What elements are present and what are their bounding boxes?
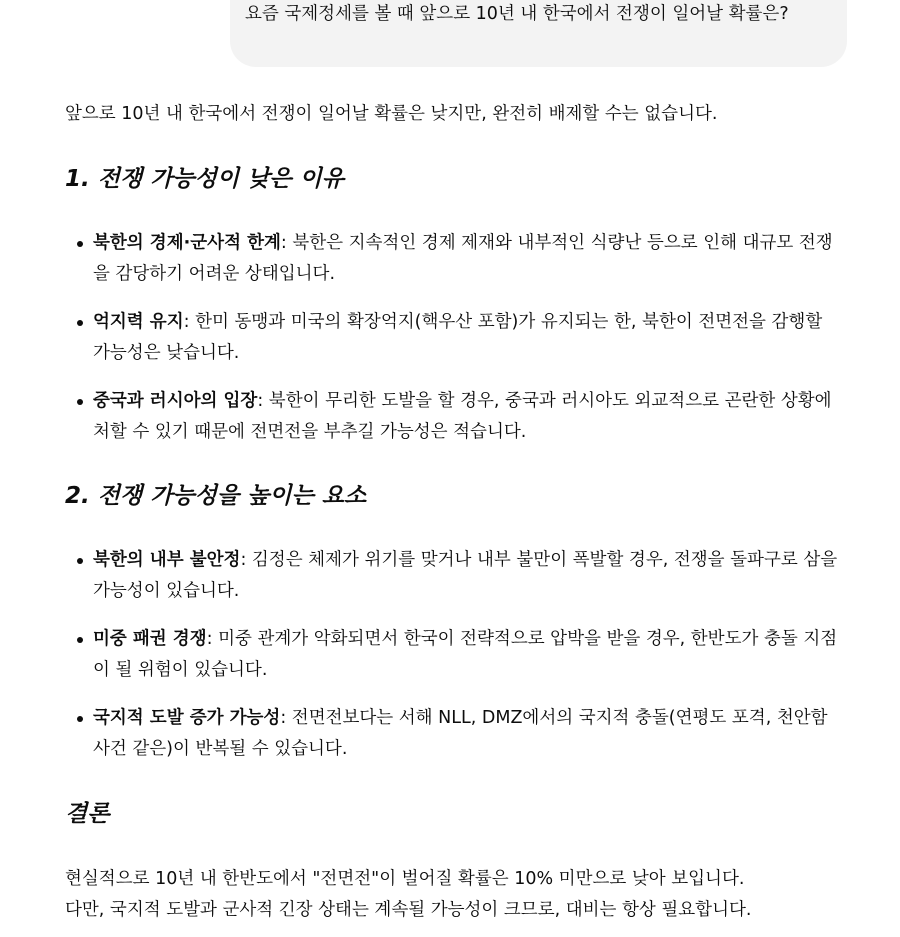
item-text: : 한미 동맹과 미국의 확장억지(핵우산 포함)가 유지되는 한, 북한이 전면전을 감행할 가능성은 낮습니다. <box>93 312 823 363</box>
conclusion-heading: 결론 <box>65 801 110 827</box>
item-text: : 미중 관계가 악화되면서 한국이 전략적으로 압박을 받을 경우, 한반도가 충돌 지점이 될 위험이 있습니다. <box>93 629 838 680</box>
list-item <box>93 545 840 607</box>
intro-paragraph: 앞으로 10년 내 한국에서 전쟁이 일어날 확률은 낮지만, 완전히 배제할 수는 없습니다. <box>65 104 718 124</box>
assistant-response <box>65 99 840 926</box>
user-message-bubble <box>230 0 847 67</box>
list-item <box>93 624 840 686</box>
section-heading: 2. 전쟁 가능성을 높이는 요소 <box>65 483 367 509</box>
list-item <box>93 386 840 448</box>
list-item <box>93 228 840 290</box>
item-text: : 김정은 체제가 위기를 맞거나 내부 불만이 폭발할 경우, 전쟁을 돌파구로 삼을 가능성이 있습니다. <box>93 550 838 601</box>
item-title: 북한의 경제·군사적 한계 <box>93 233 281 253</box>
item-text: : 북한은 지속적인 경제 제재와 내부적인 식량난 등으로 인해 대규모 전쟁을 감당하기 어려운 상태입니다. <box>93 233 833 284</box>
item-title: 국지적 도발 증가 가능성 <box>93 708 281 728</box>
item-title: 미중 패권 경쟁 <box>93 629 207 649</box>
list-item <box>93 703 840 765</box>
section-heading: 1. 전쟁 가능성이 낮은 이유 <box>65 166 344 192</box>
item-title: 억지력 유지 <box>93 312 184 332</box>
user-message-text: 요즘 국제정세를 볼 때 앞으로 10년 내 한국에서 전쟁이 일어날 확률은? <box>245 4 789 24</box>
item-title: 중국과 러시아의 입장 <box>93 391 258 411</box>
item-text: : 북한이 무리한 도발을 할 경우, 중국과 러시아도 외교적으로 곤란한 상황에 처할 수 있기 때문에 전면전을 부추길 가능성은 적습니다. <box>93 391 832 442</box>
list-item <box>93 307 840 369</box>
item-title: 북한의 내부 불안정 <box>93 550 241 570</box>
bullet-list <box>65 545 840 765</box>
item-text: : 전면전보다는 서해 NLL, DMZ에서의 국지적 충돌(연평도 포격, 천안함 사건 같은)이 반복될 수 있습니다. <box>93 708 828 759</box>
conclusion-line: 다만, 국지적 도발과 군사적 긴장 상태는 계속될 가능성이 크므로, 대비는 항상 필요합니다. <box>65 900 752 920</box>
conclusion-line: 현실적으로 10년 내 한반도에서 "전면전"이 벌어질 확률은 10% 미만으로 낮아 보입니다. <box>65 869 745 889</box>
bullet-list <box>65 228 840 448</box>
